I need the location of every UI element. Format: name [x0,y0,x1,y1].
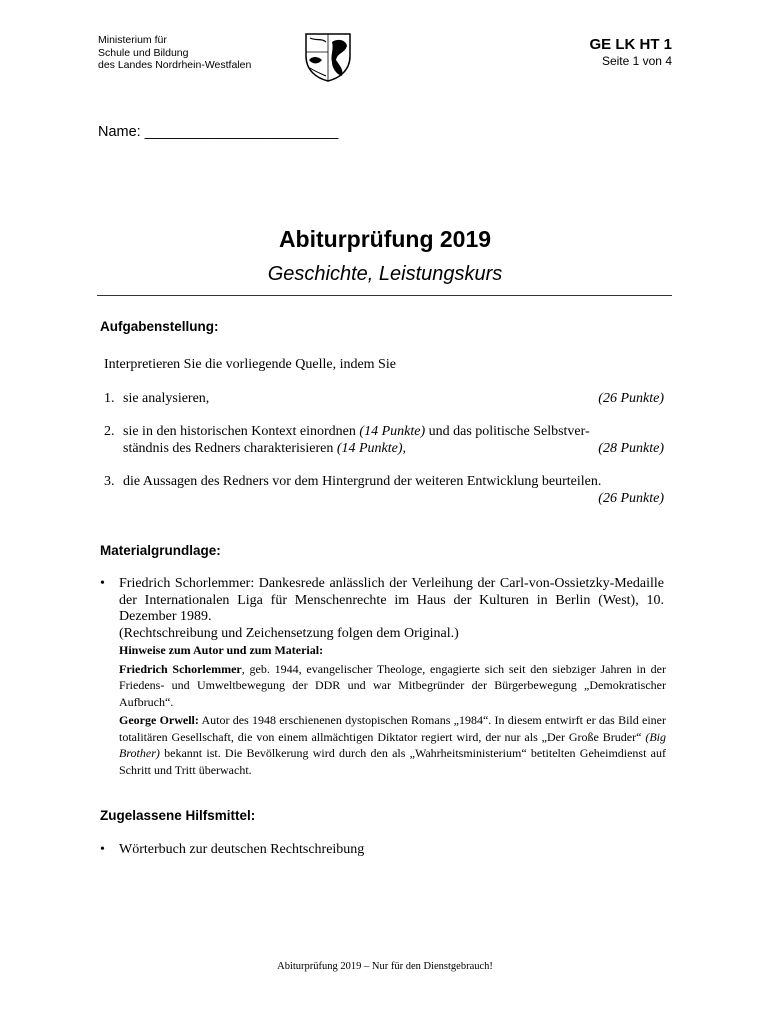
author-notes-heading: Hinweise zum Autor und zum Material: [119,643,324,657]
task-number: 1. [104,391,115,406]
ministry-line-1: Ministerium für [98,34,167,46]
exam-code: GE LK HT 1 [589,36,672,53]
ministry-line-2: Schule und Bildung [98,46,189,59]
ministry-line-3: des Landes Nordrhein-Westfalen [98,59,252,71]
page-indicator: Seite 1 von 4 [601,54,672,68]
tasks-heading: Aufgabenstellung: [100,319,219,334]
bullet-icon: • [100,576,105,591]
task-number: 2. [104,424,115,439]
title-divider [97,295,672,296]
name-field-label: Name: ________________________ [98,124,339,140]
author-description: , geb. 1944, evangelischer Theologe, engagierte sich seit den siebziger Jahren in der Friedens- und Umweltbewegung der DDR und war Mitbegründer der Bürgerbewegung „Demokratischer Aufbruch“. [119,661,666,709]
author-note-orwell [119,712,666,778]
task-points: (28 Punkte) [598,441,664,456]
task-subpoints: (14 Punkte), [336,441,407,456]
task-text: die Aussagen des Redners vor dem Hintergrund der weiteren Entwicklung beurteilen. [123,474,602,489]
aids-heading: Zugelassene Hilfsmittel: [100,808,256,823]
task-subpoints: (14 Punkte) [359,424,426,439]
bullet-icon: • [100,842,105,857]
task-text: sie analysieren, [123,391,210,406]
big-brother-term: (Big Brother) [119,729,666,760]
task-2 [104,423,664,457]
orwell-name: George Orwell: [119,713,199,727]
orwell-description: Autor des 1948 erschienenen dystopischen Romans „1984“. In diesem entwirft er das Bild einer totalitären Gesellschaft, die von einem allmächtigen Diktator regiert wird, der nur als „Der Große Bruder“ [119,713,666,744]
page-title: Abiturprüfung 2019 [278,226,492,252]
task-points: (26 Punkte) [598,491,664,506]
task-text: sie in den historischen Kontext einordnen [123,424,356,439]
source-citation: Friedrich Schorlemmer: Dankesrede anlässlich der Verleihung der Carl-von-Ossietzky-Medaille der Internationalen Liga für Menschenrechte im Haus der Kulturen in Berlin (West), 10. Dezember 1989. [119,576,664,624]
material-source [119,576,664,642]
task-3 [104,473,664,507]
author-name: Friedrich Schorlemmer [119,661,242,676]
aids-item: Wörterbuch zur deutschen Rechtschreibung [119,842,365,857]
author-note-schorlemmer [119,661,666,711]
task-number: 3. [104,474,115,489]
nrw-coat-of-arms-icon [302,32,354,82]
author-notes [119,642,666,780]
orwell-description-end: bekannt ist. Die Bevölkerung wird durch den als „Wahrheitsministerium“ betitelten Geheimdienst auf Schritt und Tritt überwacht. [119,746,666,777]
ministry-name [98,34,251,72]
task-points: (26 Punkte) [598,391,664,406]
material-heading: Materialgrundlage: [100,543,221,558]
page-footer: Abiturprüfung 2019 – Nur für den Dienstgebrauch! [277,961,493,972]
source-note: (Rechtschreibung und Zeichensetzung folgen dem Original.) [119,625,459,641]
tasks-intro: Interpretieren Sie die vorliegende Quelle, indem Sie [104,357,396,372]
task-1 [104,390,664,407]
task-text: und das politische Selbstver- [428,424,590,439]
page-subtitle: Geschichte, Leistungskurs [267,263,503,285]
task-text: ständnis des Redners charakterisieren [123,441,334,456]
